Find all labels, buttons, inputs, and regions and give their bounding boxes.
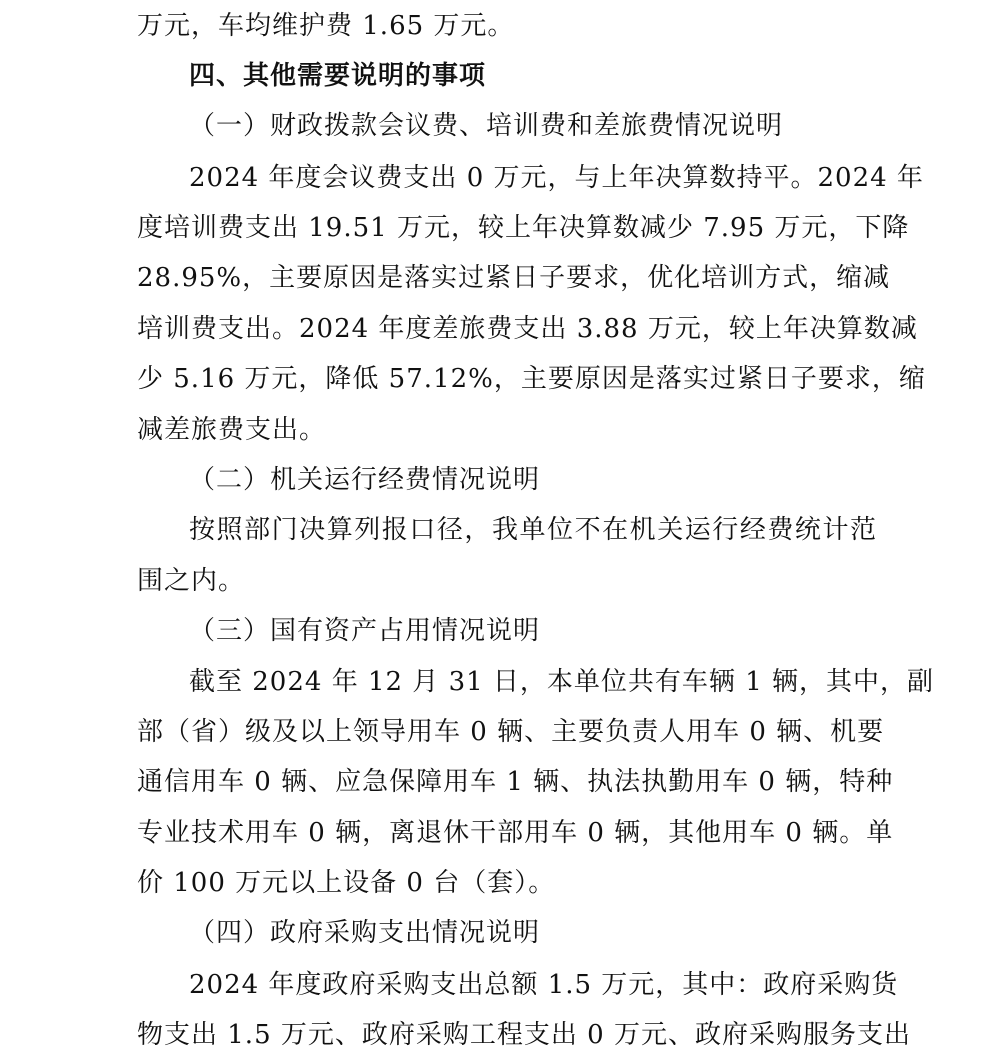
text-line: 围之内。	[137, 566, 246, 596]
text-line: 少 5.16 万元，降低 57.12%，主要原因是落实过紧日子要求，缩	[137, 364, 926, 394]
text-line: 度培训费支出 19.51 万元，较上年决算数减少 7.95 万元，下降	[137, 213, 910, 243]
section-heading: 四、其他需要说明的事项	[189, 61, 487, 91]
text-line: 专业技术用车 0 辆，离退休干部用车 0 辆，其他用车 0 辆。单	[137, 818, 894, 848]
text-line: 28.95%，主要原因是落实过紧日子要求，优化培训方式，缩减	[137, 263, 891, 293]
text-line: 培训费支出。2024 年度差旅费支出 3.88 万元，较上年决算数减	[137, 314, 918, 344]
text-line: 物支出 1.5 万元、政府采购工程支出 0 万元、政府采购服务支出	[137, 1020, 911, 1050]
text-line: 按照部门决算列报口径，我单位不在机关运行经费统计范	[189, 515, 877, 545]
text-line: 减差旅费支出。	[137, 415, 327, 445]
text-line: 2024 年度会议费支出 0 万元，与上年决算数持平。2024 年	[189, 163, 924, 193]
text-line: 价 100 万元以上设备 0 台（套）。	[137, 868, 556, 898]
text-line: 部（省）级及以上领导用车 0 辆、主要负责人用车 0 辆、机要	[137, 717, 885, 747]
text-line: 2024 年度政府采购支出总额 1.5 万元，其中：政府采购货	[189, 970, 899, 1000]
subsection-heading: （二）机关运行经费情况说明	[189, 465, 541, 495]
subsection-heading: （一）财政拨款会议费、培训费和差旅费情况说明	[189, 111, 784, 141]
text-line: 截至 2024 年 12 月 31 日，本单位共有车辆 1 辆，其中，副	[189, 667, 934, 697]
subsection-heading: （四）政府采购支出情况说明	[189, 918, 541, 948]
subsection-heading: （三）国有资产占用情况说明	[189, 616, 541, 646]
text-line: 万元，车均维护费 1.65 万元。	[137, 11, 515, 41]
text-line: 通信用车 0 辆、应急保障用车 1 辆、执法执勤用车 0 辆，特种	[137, 767, 894, 797]
